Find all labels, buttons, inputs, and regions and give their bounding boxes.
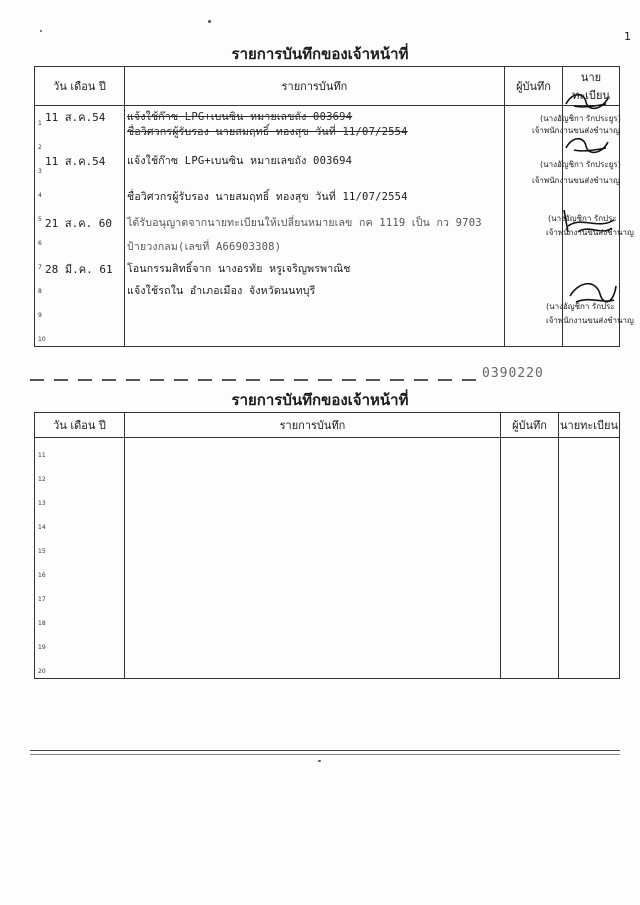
table-row — [35, 322, 620, 347]
entry-text: ได้รับอนุญาตจากนายทะเบียนให้เปลี่ยนหมายเลข กค 1119 เป็น กว 9703 — [127, 217, 482, 229]
col-header-entry: รายการบันทึก — [125, 67, 505, 106]
table-row — [35, 654, 620, 679]
line-number: 2 — [38, 144, 42, 151]
signature-role: เจ้าพนักงานขนส่งชำนาญ — [546, 316, 634, 325]
line-number: 16 — [38, 572, 46, 579]
signature-scribble — [562, 136, 612, 156]
signature-name: (นางอัญชิกา รักประ — [546, 302, 615, 311]
line-number: 18 — [38, 620, 46, 627]
line-number: 6 — [38, 240, 42, 247]
page2-title: รายการบันทึกของเจ้าหน้าที่ — [231, 391, 409, 409]
table-row — [35, 226, 620, 250]
entry-text: แจ้งใช้ก๊าซ LPG+เบนซิน หมายเลขถัง 003694 — [127, 111, 353, 123]
line-number: 1 — [38, 120, 42, 127]
col-header-recorder: ผู้บันทึก — [501, 413, 559, 438]
table-row — [35, 438, 620, 463]
signature-role: เจ้าพนักงานขนส่งชำนาญ — [546, 228, 634, 237]
bottom-rule — [30, 754, 620, 755]
table-row — [35, 298, 620, 322]
bottom-rule — [30, 750, 620, 751]
table-row — [35, 462, 620, 486]
col-header-date: วัน เดือน ปี — [35, 413, 125, 438]
entry-text: โอนกรรมสิทธิ์จาก นางอรทัย หรูเจริญพรพาณิช — [127, 263, 351, 275]
signature-name: (นางอัญชิกา รักประยูร) — [540, 114, 621, 123]
line-number: 3 — [38, 168, 42, 175]
line-number: 11 — [38, 452, 46, 459]
table-row — [35, 486, 620, 510]
signature-name: (นางอัญชิกา รักประยูร) — [540, 160, 621, 169]
line-number: 4 — [38, 192, 42, 199]
line-number: 9 — [38, 312, 42, 319]
scan-speck — [208, 20, 211, 23]
entry-text: ชื่อวิศวกรผู้รับรอง นายสมฤทธิ์ ทองสุข วันที่ 11/07/2554 — [127, 126, 408, 138]
entry-text: แจ้งใช้ก๊าซ LPG+เบนซิน หมายเลขถัง 003694 — [127, 155, 353, 167]
signature-scribble — [562, 92, 612, 112]
line-number: 13 — [38, 500, 46, 507]
page2-log-table — [34, 412, 620, 679]
entry-text: ป้ายวงกลม(เลขที่ A66903308) — [127, 241, 282, 253]
scan-speck — [318, 760, 321, 762]
line-number: 14 — [38, 524, 46, 531]
table-row — [35, 510, 620, 534]
page1-title: รายการบันทึกของเจ้าหน้าที่ — [231, 45, 409, 63]
table-row — [35, 558, 620, 582]
col-header-entry: รายการบันทึก — [125, 413, 501, 438]
line-number: 15 — [38, 548, 46, 555]
signature-name: (นางอัญชิกา รักประ — [548, 214, 617, 223]
col-header-registrar: นายทะเบียน — [559, 413, 620, 438]
col-header-registrar: นายทะเบียน — [563, 67, 620, 106]
col-header-recorder: ผู้บันทึก — [505, 67, 563, 106]
line-number: 5 — [38, 216, 42, 223]
line-number: 7 — [38, 264, 42, 271]
entry-text: แจ้งใช้รถใน อำเภอเมือง จังหวัดนนทบุรี — [127, 285, 316, 297]
scan-speck — [40, 30, 42, 32]
entry-date: 21 ส.ค. 60 — [45, 217, 113, 230]
line-number: 17 — [38, 596, 46, 603]
table-row — [35, 202, 620, 226]
corner-mark: 1 — [624, 30, 631, 43]
page1-log-table — [34, 66, 620, 347]
entry-date: 11 ส.ค.54 — [45, 111, 106, 124]
table-row — [35, 250, 620, 274]
signature-role: เจ้าพนักงานขนส่งชำนาญ — [532, 176, 620, 185]
entry-date: 11 ส.ค.54 — [45, 155, 106, 168]
line-number: 10 — [38, 336, 46, 343]
col-header-date: วัน เดือน ปี — [35, 67, 125, 106]
line-number: 12 — [38, 476, 46, 483]
line-number: 20 — [38, 668, 46, 675]
signature-role: เจ้าพนักงานขนส่งชำนาญ — [532, 126, 620, 135]
line-number: 8 — [38, 288, 42, 295]
entry-text: ชื่อวิศวกรผู้รับรอง นายสมฤทธิ์ ทองสุข วันที่ 11/07/2554 — [127, 191, 408, 203]
band-number: 0390220 — [482, 366, 544, 381]
line-number: 19 — [38, 644, 46, 651]
table-row — [35, 274, 620, 298]
table-row — [35, 582, 620, 606]
entry-date: 28 มี.ค. 61 — [45, 263, 113, 276]
table-row — [35, 534, 620, 558]
table-row — [35, 606, 620, 630]
table-row — [35, 630, 620, 654]
